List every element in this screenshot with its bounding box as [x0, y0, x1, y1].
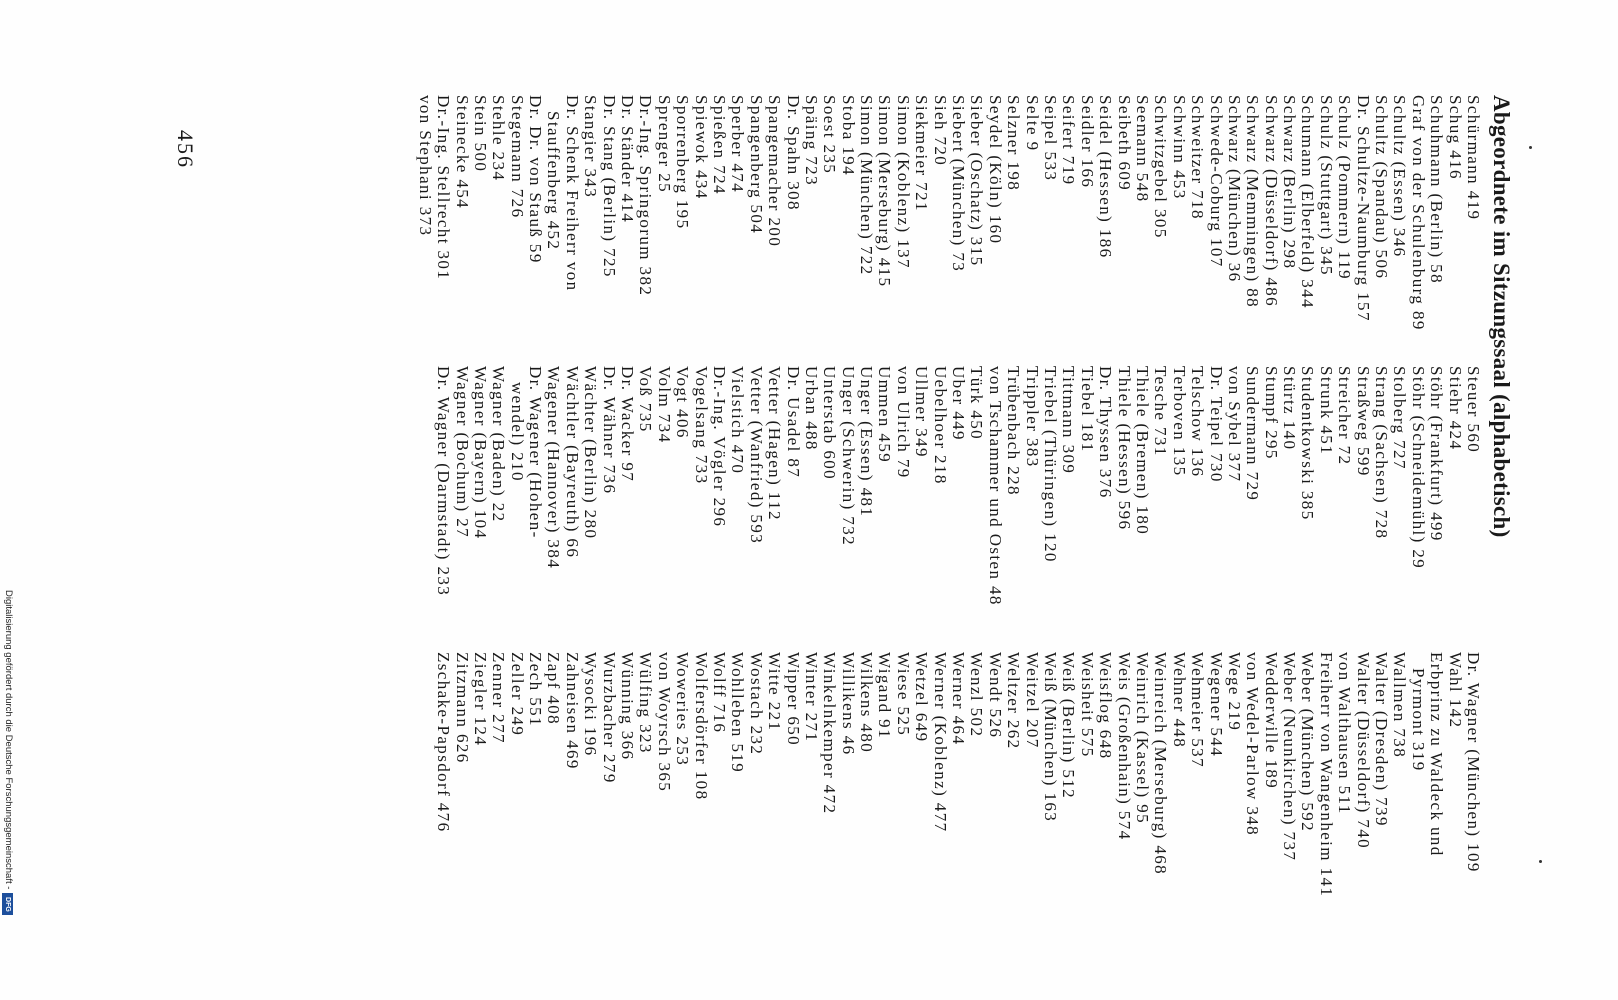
scan-speck	[1529, 146, 1532, 149]
member-entry: Telschow 136	[1188, 366, 1208, 478]
member-entry: Dr. Schenk Freiherr von	[562, 95, 582, 292]
member-entry: Tiebel 181	[1077, 366, 1097, 453]
member-entry: Strunk 451	[1316, 366, 1336, 456]
member-entry: Stoba 194	[838, 95, 858, 177]
member-entry: von Walthausen 511	[1335, 652, 1355, 815]
member-entry: Stiehr 424	[1445, 366, 1465, 451]
member-entry: Dr. Dr. von Stauß 59	[526, 95, 546, 264]
member-entry-continuation: wendel) 210	[507, 382, 527, 482]
member-entry: Schwarz (München) 36	[1224, 95, 1244, 283]
member-entry-continuation: Stauffenberg 452	[544, 111, 564, 251]
member-entry: Walter (Dresden) 739	[1372, 652, 1392, 827]
member-entry: Zeller 249	[507, 652, 527, 737]
member-entry: Sieh 720	[930, 95, 950, 167]
member-entry: Spangenberg 504	[746, 95, 766, 235]
member-entry: Weis (Großenhain) 574	[1114, 652, 1134, 841]
member-entry: Wächter (Berlin) 280	[581, 366, 601, 540]
member-entry: Wünning 366	[618, 652, 638, 761]
member-column-3	[434, 652, 1482, 897]
member-entry: Wipper 650	[783, 652, 803, 747]
member-entry: Wagner (Baden) 22	[489, 366, 509, 523]
member-entry: Wege 219	[1224, 652, 1244, 732]
member-entry: Weber (Neunkirchen) 737	[1280, 652, 1300, 862]
member-entry: Seifert 719	[1059, 95, 1079, 186]
member-entry: Wagner (Bochum) 27	[452, 366, 472, 539]
member-column-2	[434, 366, 1482, 606]
member-entry: Tesche 731	[1151, 366, 1171, 457]
member-entry: Weiß (München) 163	[1041, 652, 1061, 823]
member-entry: Uebelhoer 218	[930, 366, 950, 485]
member-entry: Wolfersdörfer 108	[691, 652, 711, 801]
member-entry: Wigand 91	[875, 652, 895, 739]
member-entry: Wagener (Hannover) 384	[544, 366, 564, 570]
member-entry: Schug 416	[1445, 95, 1465, 180]
member-entry: Ziegler 124	[470, 652, 490, 747]
member-entry: Stöhr (Schneidemühl) 29	[1408, 366, 1428, 570]
member-entry: Schultz (Spandau) 506	[1372, 95, 1392, 280]
member-entry: Stöhr (Frankfurt) 499	[1427, 366, 1447, 542]
member-entry: Thiele (Bremen) 180	[1132, 366, 1152, 536]
member-entry: Wilkens 480	[857, 652, 877, 754]
member-entry: Zech 551	[526, 652, 546, 727]
member-entry: Winter 271	[801, 652, 821, 743]
member-entry: Uber 449	[949, 366, 969, 441]
member-entry: Spangemacher 200	[765, 95, 785, 248]
member-entry: Türk 450	[967, 366, 987, 440]
member-entry: Stürtz 140	[1280, 366, 1300, 451]
member-entry: Weber (München) 592	[1298, 652, 1318, 833]
member-entry: Dr. Wagener (Hohen-	[526, 366, 546, 539]
member-entry: von Woyrsch 365	[654, 652, 674, 793]
member-entry: Stumpf 295	[1261, 366, 1281, 460]
member-entry: Trippler 383	[1022, 366, 1042, 468]
member-entry: Unger (Schwerin) 732	[838, 366, 858, 547]
member-entry: Wächtler (Bayreuth) 66	[562, 366, 582, 559]
member-entry: Dr. Ständer 414	[618, 95, 638, 224]
member-entry: Dr. Stang (Berlin) 725	[599, 95, 619, 278]
member-entry: Stehle 234	[489, 95, 509, 182]
member-entry: Steuer 560	[1464, 366, 1483, 454]
member-entry: Simon (Merseburg) 415	[875, 95, 895, 288]
member-entry: Erbprinz zu Waldeck und	[1427, 652, 1447, 857]
digitization-credit-text: Digitalisierung gefördert durch die Deutsche Forschungsgemeinschaft -	[3, 590, 14, 890]
member-entry: Simon (München) 722	[857, 95, 877, 276]
member-entry: Weiß (Berlin) 512	[1059, 652, 1079, 800]
member-entry: Weisheit 575	[1077, 652, 1097, 758]
member-entry: von Tschammer und Osten 48	[985, 366, 1005, 606]
member-entry: Schultz (Essen) 346	[1390, 95, 1410, 258]
member-entry: von Wedel-Parlow 348	[1243, 652, 1263, 837]
member-entry: von Stephani 373	[415, 95, 435, 237]
member-entry: Stein 500	[470, 95, 490, 173]
member-entry: Wallmen 738	[1390, 652, 1410, 759]
member-entry: Sundermann 729	[1243, 366, 1263, 502]
member-entry: Strang (Sachsen) 728	[1372, 366, 1392, 540]
member-entry: Vielstich 470	[728, 366, 748, 475]
member-entry: Wehmeier 537	[1188, 652, 1208, 768]
member-entry: Dr. Wagner (Darmstadt) 233	[434, 366, 454, 597]
member-entry: Unterstab 600	[820, 366, 840, 481]
member-entry: Dr. Wähner 736	[599, 366, 619, 495]
member-entry: Vetter (Wanfried) 593	[746, 366, 766, 545]
member-entry: Zapf 408	[544, 652, 564, 726]
member-entry: Dr. Schultze-Naumburg 157	[1353, 95, 1373, 322]
member-entry: Willikens 46	[838, 652, 858, 756]
member-entry: Wysocki 196	[581, 652, 601, 757]
member-entry: Witte 221	[765, 652, 785, 732]
digitization-credit	[2, 590, 14, 915]
member-entry: Tittmann 309	[1059, 366, 1079, 475]
member-entry: Wetzel 649	[912, 652, 932, 743]
member-entry: Schwede-Coburg 107	[1206, 95, 1226, 268]
member-entry: Wülfing 323	[636, 652, 656, 754]
member-entry: Wostach 232	[746, 652, 766, 756]
member-entry: Trübenbach 228	[1004, 366, 1024, 496]
member-entry: Volm 734	[654, 366, 674, 444]
member-entry: Seemann 548	[1132, 95, 1152, 203]
member-entry: Straßweg 599	[1353, 366, 1373, 477]
member-entry: Schwitzgebel 305	[1151, 95, 1171, 239]
member-entry: Voß 735	[636, 366, 656, 433]
member-entry: Sporrenberg 195	[673, 95, 693, 230]
member-entry: Selzner 198	[1004, 95, 1024, 192]
member-entry: Dr. Thyssen 376	[1096, 366, 1116, 499]
member-entry: Wohlleben 519	[728, 652, 748, 774]
member-entry: Schürmann 419	[1464, 95, 1483, 221]
member-entry: Schwarz (Düsseldorf) 486	[1261, 95, 1281, 308]
member-entry: Späing 723	[801, 95, 821, 186]
page-number: 456	[173, 130, 198, 169]
member-entry: Unger (Essen) 481	[857, 366, 877, 518]
member-entry: Studentkowski 385	[1298, 366, 1318, 521]
member-entry: Weisflog 648	[1096, 652, 1116, 760]
member-entry: Seidel (Hessen) 186	[1096, 95, 1116, 259]
member-entry: Seidler 166	[1077, 95, 1097, 189]
member-entry: Weitzel 207	[1022, 652, 1042, 749]
member-entry: Stangier 343	[581, 95, 601, 199]
dfg-logo: DFG	[3, 893, 14, 915]
member-entry: Siebert (München) 73	[949, 95, 969, 273]
member-entry: Zschake-Papsdorf 476	[434, 652, 454, 833]
member-entry: Selte 9	[1022, 95, 1042, 152]
member-entry: Wolff 716	[709, 652, 729, 734]
member-entry: Zahneisen 469	[562, 652, 582, 770]
member-entry: Spießen 724	[709, 95, 729, 195]
page-title: Abgeordnete im Sitzungssaal (alphabetisch)	[1489, 95, 1514, 538]
member-entry: Seydel (Köln) 160	[985, 95, 1005, 245]
member-entry: Schwarz (Memmingen) 88	[1243, 95, 1263, 309]
scan-speck	[1539, 860, 1542, 863]
member-entry: Weltzer 262	[1004, 652, 1024, 750]
member-entry: Vogelsang 733	[691, 366, 711, 485]
member-entry: Woweries 253	[673, 652, 693, 767]
member-column-1	[415, 95, 1482, 331]
member-entry: Schulz (Pommern) 119	[1335, 95, 1355, 281]
member-entry: von Sybel 377	[1224, 366, 1244, 483]
member-entry: Terboven 135	[1169, 366, 1189, 477]
member-entry: Ullmer 349	[912, 366, 932, 458]
member-entry: Sprenger 25	[654, 95, 674, 194]
member-entry: Dr. Usadel 87	[783, 366, 803, 479]
member-entry: Streicher 72	[1335, 366, 1355, 466]
member-entry-continuation: Pyrmont 319	[1408, 668, 1428, 772]
member-entry: Siekmeier 721	[912, 95, 932, 212]
member-entry: Soest 235	[820, 95, 840, 175]
member-entry: Zenner 277	[489, 652, 509, 744]
member-entry: Dr. Wacker 97	[618, 366, 638, 483]
member-entry: Vetter (Hagen) 112	[765, 366, 785, 521]
member-entry: Stolberg 727	[1390, 366, 1410, 470]
member-entry: Triebel (Thüringen) 120	[1041, 366, 1061, 563]
member-entry: Freiherr von Wangenheim 141	[1316, 652, 1336, 898]
member-entry: Stegemann 726	[507, 95, 527, 219]
member-entry: Werner (Koblenz) 477	[930, 652, 950, 833]
member-entry: Simon (Koblenz) 137	[893, 95, 913, 269]
member-entry: Dr.-Ing. Vögler 296	[709, 366, 729, 528]
member-entry: Dr. Teipel 730	[1206, 366, 1226, 483]
member-entry: Walter (Düsseldorf) 740	[1353, 652, 1373, 850]
member-entry: Weinrich (Kassel) 95	[1132, 652, 1152, 825]
member-entry: Winkelnkemper 472	[820, 652, 840, 815]
member-entry: Sieber (Oschatz) 315	[967, 95, 987, 267]
member-entry: Wegener 544	[1206, 652, 1226, 758]
member-entry: Thiele (Hessen) 596	[1114, 366, 1134, 531]
member-entry: Wiese 525	[893, 652, 913, 737]
member-entry: Dr.-Ing. Stellrecht 301	[434, 95, 454, 281]
member-entry: Schwarz (Berlin) 298	[1280, 95, 1300, 270]
member-entry: Sperber 474	[728, 95, 748, 194]
member-entry: von Ulrich 79	[893, 366, 913, 479]
member-entry: Schweitzer 718	[1188, 95, 1208, 220]
member-entry: Wenzl 502	[967, 652, 987, 738]
member-entry: Schwinn 453	[1169, 95, 1189, 200]
member-entry: Wagner (Bayern) 104	[470, 366, 490, 540]
member-entry: Schumann (Elberfeld) 344	[1298, 95, 1318, 309]
member-entry: Wedderwille 189	[1261, 652, 1281, 790]
member-entry: Wahl 142	[1445, 652, 1465, 729]
member-entry: Schuhmann (Berlin) 58	[1427, 95, 1447, 284]
member-entry: Weinreich (Merseburg) 468	[1151, 652, 1171, 876]
member-entry: Seipel 533	[1041, 95, 1061, 182]
member-entry: Ummen 459	[875, 366, 895, 464]
member-entry: Werner 464	[949, 652, 969, 746]
member-entry: Dr. Spahn 308	[783, 95, 803, 211]
member-entry: Steinecke 454	[452, 95, 472, 210]
member-entry: Zitzmann 626	[452, 652, 472, 764]
member-entry: Dr. Wagner (München) 109	[1464, 652, 1483, 873]
member-entry: Urban 488	[801, 366, 821, 451]
member-entry: Wehner 448	[1169, 652, 1189, 749]
member-entry: Schulz (Stuttgart) 345	[1316, 95, 1336, 276]
member-entry: Vogt 406	[673, 366, 693, 439]
member-entry: Wurzbacher 279	[599, 652, 619, 784]
member-entry: Graf von der Schulenburg 89	[1408, 95, 1428, 331]
member-entry: Wendt 526	[985, 652, 1005, 739]
member-entry: Dr.-Ing. Springorum 382	[636, 95, 656, 297]
member-entry: Spiewok 434	[691, 95, 711, 200]
member-entry: Seibeth 609	[1114, 95, 1134, 192]
